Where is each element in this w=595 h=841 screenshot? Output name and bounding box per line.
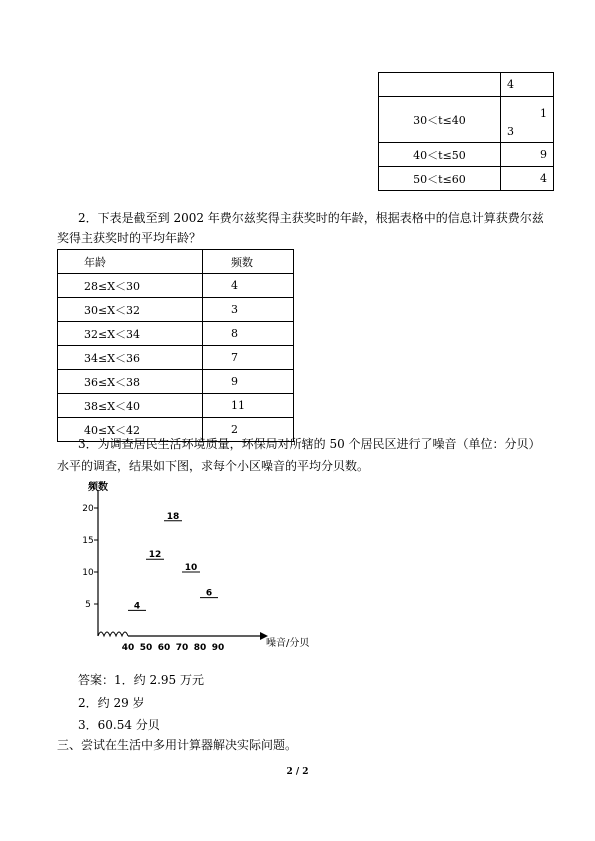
q2-table — [57, 249, 294, 442]
answer-line1: 答案：1．约 2.95 万元 — [78, 673, 204, 687]
axis-break-mark — [98, 632, 128, 636]
table-cell: 30≤X＜32 — [58, 298, 203, 322]
y-axis-label: 频数 — [88, 482, 108, 493]
q3-line2: 水平的调查，结果如下图，求每个小区噪音的平均分贝数。 — [57, 459, 370, 473]
bar-value-label: 12 — [148, 550, 162, 561]
table-cell: 2 — [203, 418, 294, 442]
q3-line1: 3．为调查居民生活环境质量，环保局对所辖的 50 个居民区进行了噪音（单位：分贝） — [78, 437, 541, 451]
table-cell: 50＜t≤60 — [379, 167, 501, 191]
table-cell: 40＜t≤50 — [379, 143, 501, 167]
table-header: 年龄 — [58, 250, 203, 274]
table-row — [58, 370, 294, 394]
table-cell: 4 — [203, 274, 294, 298]
top-table — [378, 72, 554, 191]
table-row — [58, 346, 294, 370]
table-row — [58, 298, 294, 322]
table-cell: 30＜t≤40 — [379, 97, 501, 143]
x-axis-label: 噪音/分贝 — [266, 638, 310, 649]
table-header-row — [58, 250, 294, 274]
q2-line2: 奖得主获奖时的平均年龄？ — [57, 231, 202, 245]
table-row — [379, 73, 554, 97]
bar-value-label: 18 — [166, 511, 180, 522]
x-tick-label: 70 — [175, 643, 189, 653]
chart-ticks — [82, 504, 224, 653]
table-row — [379, 97, 554, 143]
section-3-heading: 三、尝试在生活中多用计算器解决实际问题。 — [57, 738, 298, 752]
table-cell: 3 — [203, 298, 294, 322]
y-tick-label: 20 — [82, 504, 94, 514]
x-tick-label: 60 — [157, 643, 171, 653]
answer-line3: 3．60.54 分贝 — [78, 718, 160, 732]
freq-value: 1 — [540, 107, 547, 120]
y-tick-label: 5 — [85, 600, 91, 610]
table-cell: 34≤X＜36 — [58, 346, 203, 370]
bar-value-label: 10 — [184, 563, 198, 573]
table-cell: 9 — [501, 143, 554, 167]
table-cell: 4 — [501, 73, 554, 97]
table-row — [58, 394, 294, 418]
noise-histogram — [80, 476, 330, 661]
x-tick-label: 80 — [193, 643, 207, 653]
table-cell: 7 — [203, 346, 294, 370]
table-cell: 40≤X＜42 — [58, 418, 203, 442]
table-row — [58, 274, 294, 298]
table-cell: 4 — [501, 167, 554, 191]
chart-bars — [128, 512, 218, 612]
x-tick-label: 50 — [139, 643, 153, 653]
table-cell: 28≤X＜30 — [58, 274, 203, 298]
table-cell — [379, 73, 501, 97]
x-tick-label: 90 — [211, 643, 225, 653]
table-row — [379, 143, 554, 167]
table-cell: 11 — [203, 394, 294, 418]
freq-value: 3 — [507, 125, 514, 138]
page-number: 2 / 2 — [286, 767, 309, 777]
y-tick-label: 15 — [82, 536, 94, 546]
q2-line1: 2．下表是截至到 2002 年费尔兹奖得主获奖时的年龄，根据表格中的信息计算获费尔兹 — [78, 211, 544, 225]
chart-axes — [98, 490, 268, 640]
table-cell: 38≤X＜40 — [58, 394, 203, 418]
table-cell: 32≤X＜34 — [58, 322, 203, 346]
table-cell: 8 — [203, 322, 294, 346]
x-tick-label: 40 — [121, 643, 135, 653]
table-cell: 36≤X＜38 — [58, 370, 203, 394]
bar-value-label: 4 — [133, 601, 141, 612]
table-cell: 9 — [203, 370, 294, 394]
bar-value-label: 6 — [205, 588, 213, 599]
answer-line2: 2．约 29 岁 — [78, 696, 145, 710]
y-tick-label: 10 — [82, 568, 94, 578]
table-row — [58, 322, 294, 346]
table-row — [379, 167, 554, 191]
table-header: 频数 — [203, 250, 294, 274]
table-cell — [501, 97, 554, 143]
